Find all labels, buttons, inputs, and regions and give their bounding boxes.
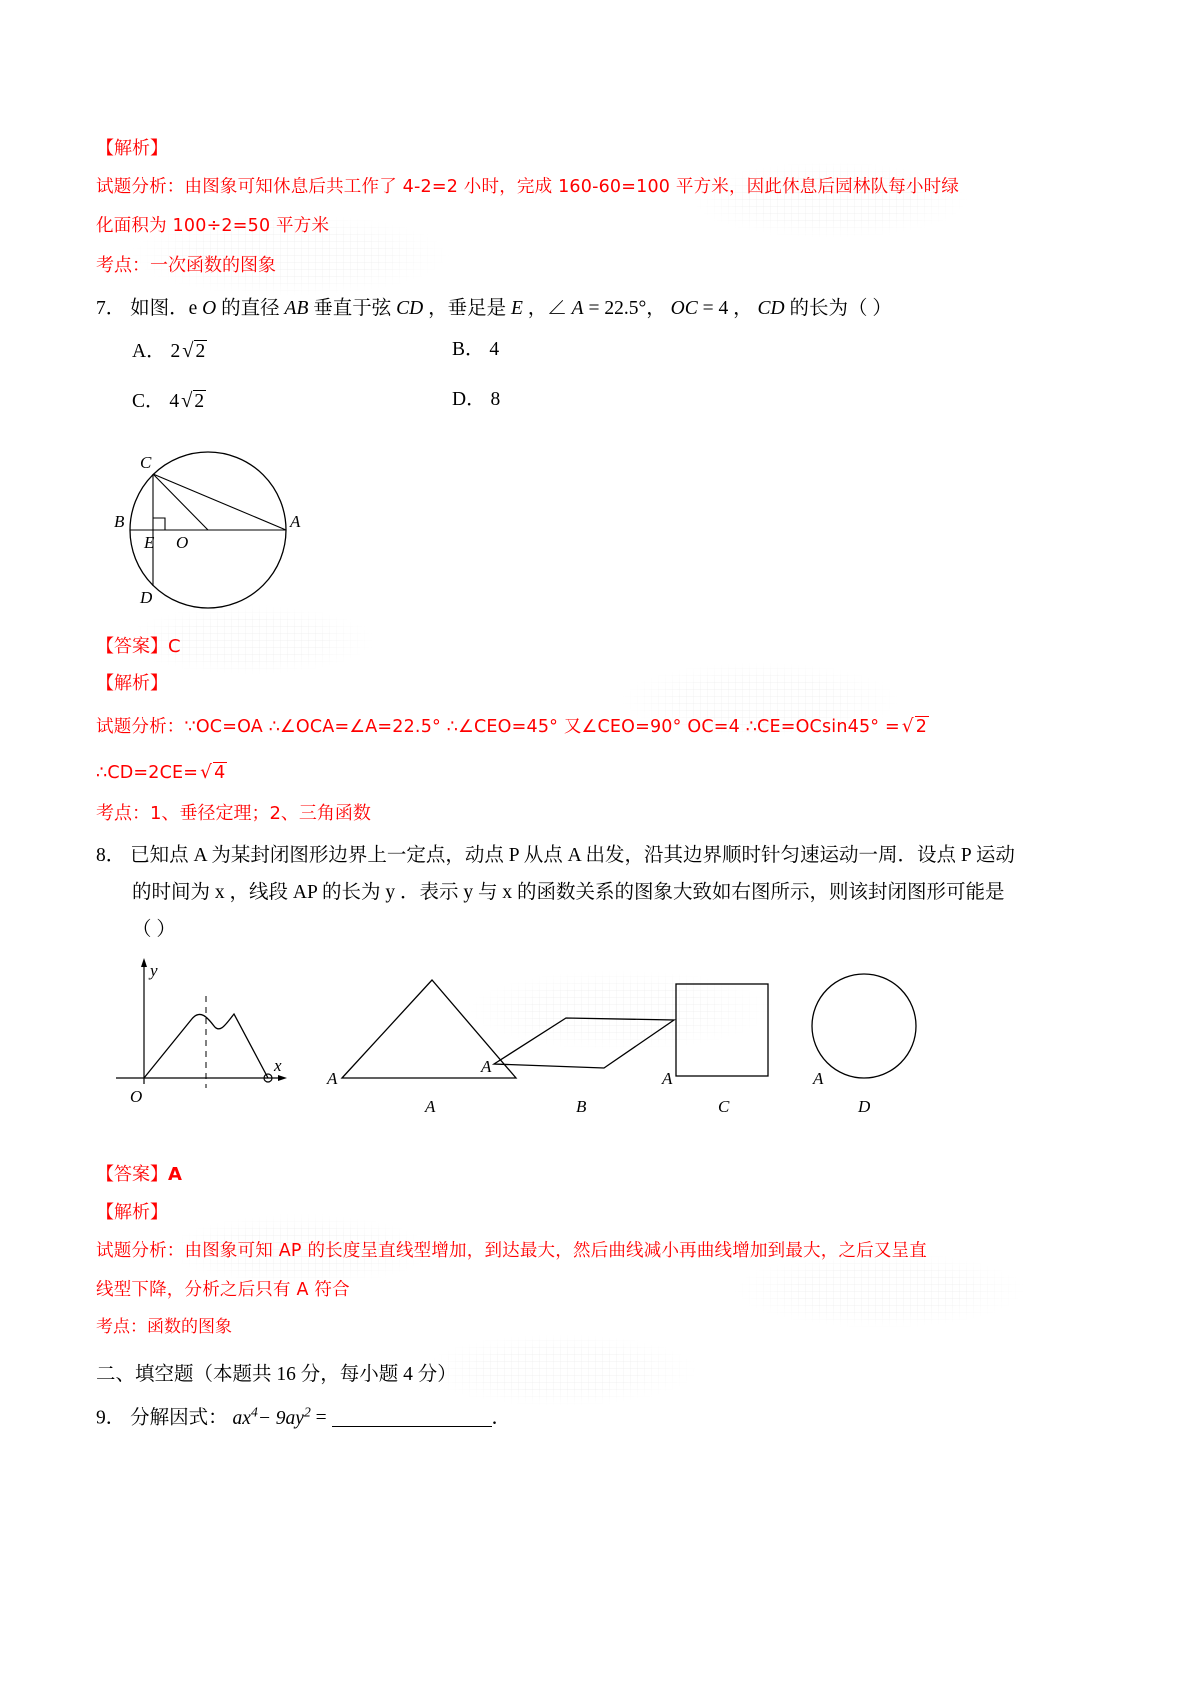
q7-stem-p2: 的直径 (221, 298, 280, 320)
q8-number: 8． (96, 844, 126, 866)
q7-label-A-text: A (290, 511, 301, 531)
q7-stem-p4: ，垂足是 (428, 298, 507, 320)
q7-jiexi-label: 【解析】 (96, 673, 168, 695)
q8-shape-circle (812, 974, 916, 1116)
q7-label-B-text: B (114, 511, 125, 531)
analysis-line-6-1: 试题分析：由图象可知休息后共工作了 4-2=2 小时，完成 160-60=100 平方米，因此休息后园林队每小时绿 (96, 176, 960, 197)
q7-stem-p5: ，∠ (527, 298, 567, 320)
q8-stem-line-3: （ ） (132, 918, 176, 940)
q8-stem-text-1: 已知点 A 为某封闭图形边界上一定点，动点 P 从点 A 出发，沿其边界顺时针匀速运动一周．设点 P 运动 (130, 844, 1015, 866)
q7-answer-value: C (168, 635, 181, 657)
q7-analysis-line-2 (96, 751, 1126, 795)
q8-analysis-line-2: 线型下降，分析之后只有 A 符合 (96, 1280, 350, 1300)
q7-stem-p7: = 4 ， (702, 298, 753, 320)
q8-shape-triangle (326, 980, 516, 1116)
q8-answer-line (96, 1156, 1126, 1194)
q9-text-post: = (315, 1407, 332, 1429)
q9-expr-1: ax (232, 1407, 251, 1429)
q8-answer-value: A (168, 1164, 182, 1186)
q7-circle-diagram (96, 438, 356, 623)
q7-option-B-key: B． (452, 339, 485, 361)
q7-analysis-2-text: ∴CD=2CE= (96, 763, 199, 783)
q7-stem-p1: 如图．e (130, 298, 198, 320)
q7-label-O-text: O (176, 532, 189, 552)
svg-text:A: A (327, 1069, 338, 1089)
q7-analysis-1-sqrt: √ 2 (901, 716, 928, 738)
question-7 (96, 290, 1126, 833)
q8-stem-line-2: 的时间为 x ，线段 AP 的长为 y ．表示 y 与 x 的函数关系的图象大致如右图所示，则该封闭图形可能是 (132, 881, 1005, 903)
svg-text:A: A (425, 1097, 436, 1117)
q7-label-A: A (571, 298, 584, 320)
svg-text:A: A (662, 1069, 673, 1089)
jiexi-label-6: 【解析】 (96, 138, 168, 159)
q9-expr-mid: − 9ay (257, 1407, 304, 1429)
q8-jiexi-label: 【解析】 (96, 1201, 168, 1223)
q7-stem (96, 290, 1126, 327)
q9-number: 9． (96, 1407, 126, 1429)
q7-answer-label: 【答案】 (96, 635, 168, 657)
q9-expression (232, 1404, 311, 1429)
q7-analysis-1-text: 试题分析：∵OC=OA ∴∠OCA=∠A=22.5° ∴∠CEO=45° 又∠CEO=90° OC=4 ∴CE=OCsin45° = (96, 717, 900, 738)
q7-label-D-text: D (140, 587, 153, 607)
q7-option-row-1 (96, 327, 1126, 376)
q9-expr-sup-2: 2 (303, 1404, 311, 1420)
analysis-block-6 (96, 130, 1126, 284)
q7-analysis-line-1 (96, 703, 1126, 751)
page-content (96, 130, 1126, 1437)
q7-option-C-value: 4 (169, 390, 180, 412)
q7-option-A-key: A． (132, 341, 166, 363)
q7-label-AB: AB (284, 298, 309, 320)
svg-text:O: O (130, 1087, 143, 1107)
q7-label-CD: CD (396, 298, 424, 320)
q7-option-B[interactable] (452, 327, 499, 376)
q8-stem-line-1 (96, 837, 1126, 874)
svg-text:B: B (576, 1097, 587, 1117)
q7-label-O: O (202, 298, 217, 320)
q7-stem-p8: 的长为（ ） (789, 298, 892, 320)
q9-text-pre: 分解因式： (130, 1407, 228, 1429)
q7-option-row-2 (96, 377, 1126, 426)
q8-answer-label: 【答案】 (96, 1164, 168, 1186)
svg-text:x: x (274, 1056, 282, 1076)
q7-option-D[interactable] (452, 377, 500, 426)
q7-option-C[interactable] (132, 377, 452, 426)
svg-text:y: y (150, 961, 158, 981)
q7-stem-p6: = 22.5°， (588, 298, 666, 320)
q7-option-C-sqrt: √ 2 (181, 389, 205, 412)
q7-analysis-2-sqrt: √ 4 (200, 762, 226, 783)
q7-label-CD2: CD (757, 298, 785, 320)
q9-answer-blank[interactable] (332, 1426, 492, 1427)
kaodian-6: 考点：一次函数的图象 (96, 254, 276, 276)
svg-text:A: A (481, 1057, 492, 1077)
q9-expr-sup-1: 4 (250, 1404, 258, 1420)
q7-option-D-value: 8 (490, 388, 501, 410)
q7-option-D-key: D． (452, 388, 486, 410)
q7-label-C-text: C (140, 452, 152, 472)
question-9 (96, 1399, 1126, 1437)
analysis-line-6-2: 化面积为 100÷2=50 平方米 (96, 216, 330, 237)
q9-period: ． (491, 1407, 512, 1429)
svg-text:D: D (858, 1097, 871, 1117)
q8-figure-group (96, 956, 1096, 1151)
section-2 (96, 1356, 1126, 1437)
q8-shape-rhombus (480, 1018, 674, 1116)
svg-text:C: C (718, 1097, 730, 1117)
q8-analysis-line-1: 试题分析：由图象可知 AP 的长度呈直线型增加，到达最大，然后曲线减小再曲线增加到最大，之后又呈直 (96, 1240, 927, 1261)
q7-kaodian: 考点：1、垂径定理；2、三角函数 (96, 803, 371, 825)
q7-option-A[interactable] (132, 327, 452, 376)
q7-figure (96, 438, 1126, 628)
q7-option-C-key: C． (132, 390, 165, 412)
q7-label-OC: OC (670, 298, 698, 320)
q7-answer-line (96, 628, 1126, 666)
q8-graph (116, 958, 287, 1106)
q7-option-A-value: 2 (170, 341, 181, 363)
q7-label-E-text: E (144, 532, 155, 552)
question-8 (96, 837, 1126, 1346)
q8-figures (96, 956, 1126, 1156)
q7-option-A-sqrt: √ 2 (182, 340, 206, 363)
q8-kaodian: 考点：函数的图象 (96, 1317, 232, 1338)
q7-label-E: E (510, 298, 523, 320)
q7-number: 7． (96, 298, 126, 320)
q7-stem-p3: 垂直于弦 (313, 298, 392, 320)
q7-option-B-value: 4 (489, 339, 500, 361)
section-2-title: 二、填空题（本题共 16 分，每小题 4 分） (96, 1364, 457, 1386)
svg-text:A: A (813, 1069, 824, 1089)
q8-shape-square (661, 984, 768, 1116)
